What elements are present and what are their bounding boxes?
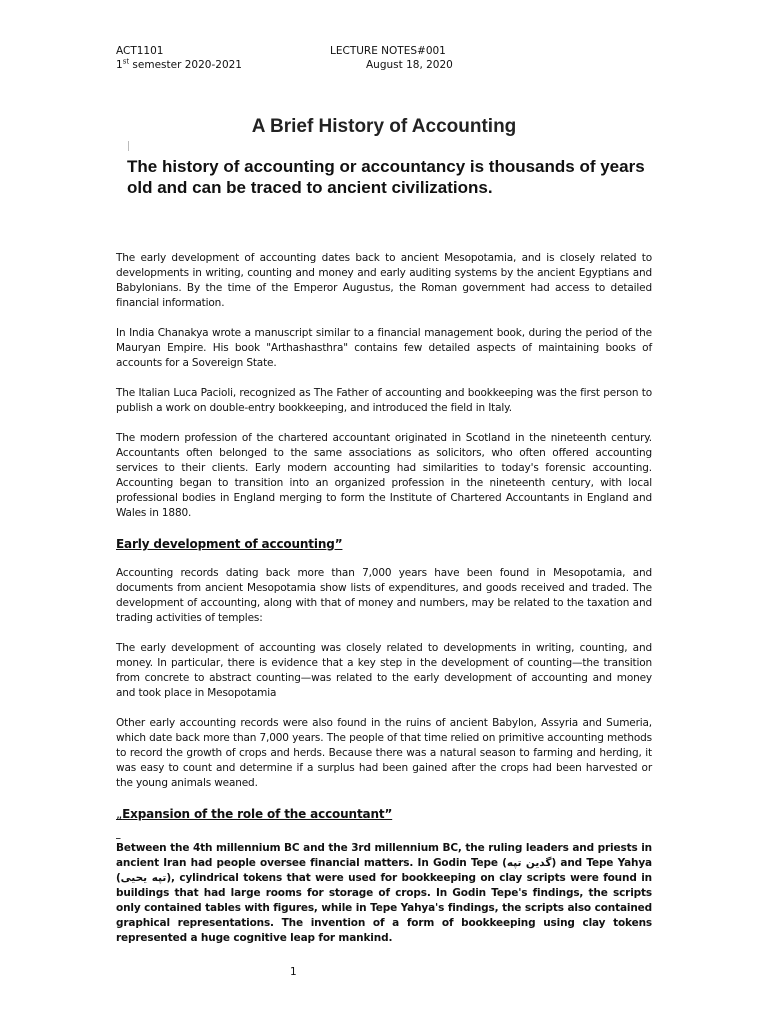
semester-label: 1st semester 2020-2021 xyxy=(116,57,242,71)
document-body xyxy=(116,251,652,961)
course-code: ACT1101 xyxy=(116,45,164,57)
document-subtitle: The history of accounting or accountancy is thousands of years old and can be traced to ancient civilizations. xyxy=(127,157,645,197)
page-number: 1 xyxy=(290,966,297,978)
paragraph: The early development of accounting dates back to ancient Mesopotamia, and is closely related to developments in writing, counting and money and early auditing systems by the ancient Egyptians and Babylonians. By the time of the Emperor Augustus, the Roman government had access to detailed financial information. xyxy=(116,252,652,309)
paragraph: The early development of accounting was closely related to developments in writing, counting, and money. In particular, there is evidence that a key step in the development of counting—the transition from concrete to abstract counting—was related to the early development of accounting and money and took place in Mesopotamia xyxy=(116,642,652,699)
paragraph: Accounting records dating back more than 7,000 years have been found in Mesopotamia, and documents from ancient Mesopotamia show lists of expenditures, and goods received and traded. The development of accounting, along with that of money and numbers, may be related to the taxation and trading activities of temples: xyxy=(116,567,652,624)
cursor-mark xyxy=(128,141,129,151)
paragraph: The Italian Luca Pacioli, recognized as The Father of accounting and bookkeeping was the first person to publish a work on double-entry bookkeeping, and introduced the field in Italy. xyxy=(116,387,652,414)
paragraph: In India Chanakya wrote a manuscript similar to a financial management book, during the period of the Mauryan Empire. His book "Arthashasthra" contains few detailed aspects of maintaining books of accounts for a Sovereign State. xyxy=(116,327,652,369)
section-heading-early-development: Early development of accounting” xyxy=(116,537,343,551)
lecture-date: August 18, 2020 xyxy=(366,59,453,71)
document-title: A Brief History of Accounting xyxy=(251,116,517,137)
stray-mark: _ xyxy=(116,830,121,840)
paragraph: Other early accounting records were also found in the ruins of ancient Babylon, Assyria and Sumeria, which date back more than 7,000 years. The people of that time relied on primitive accounting methods to record the growth of crops and herds. Because there was a natural season to farming and herding, it was easy to count and determine if a surplus had been gained after the crops had been harvested or the young animals weaned. xyxy=(116,717,652,789)
lecture-notes-label: LECTURE NOTES#001 xyxy=(330,45,446,57)
section-heading-expansion: „Expansion of the role of the accountant” xyxy=(116,807,393,821)
paragraph: The modern profession of the chartered accountant originated in Scotland in the nineteenth century. Accountants often belonged to the same associations as solicitors, who often offered accounting services to their clients. Early modern accounting had similarities to today's forensic accounting. Accounting began to transition into an organized profession in the nineteenth century, with local professional bodies in England merging to form the Institute of Chartered Accountants in England and Wales in 1880. xyxy=(116,432,652,519)
paragraph-bold: Between the 4th millennium BC and the 3rd millennium BC, the ruling leaders and priests in ancient Iran had people oversee financial matters. In Godin Tepe (گدین تپه) and Tepe Yahya (تپه یحیی), cylindrical tokens that were used for bookkeeping on clay scripts were found in buildings that had large rooms for storage of crops. In Godin Tepe's findings, the scripts only contained tables with figures, while in Tepe Yahya's findings, the scripts also contained graphical representations. The invention of a form of bookkeeping using clay tokens represented a huge cognitive leap for mankind. xyxy=(116,842,653,944)
